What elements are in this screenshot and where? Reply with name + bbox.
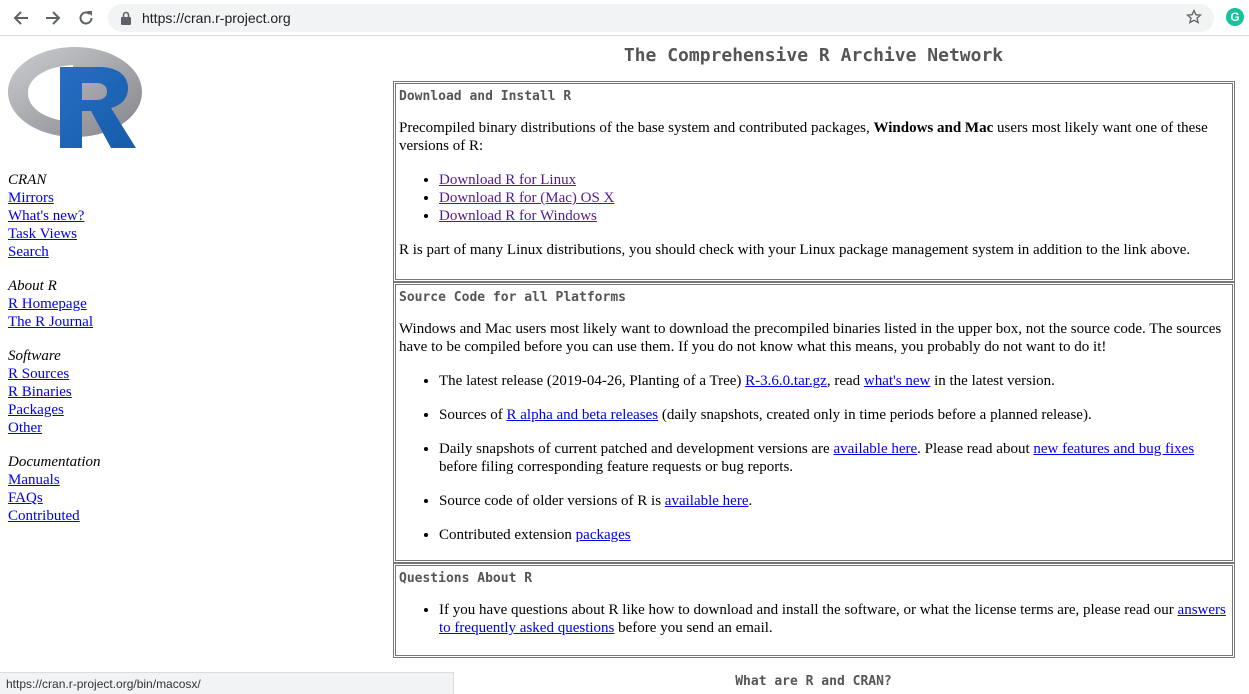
sidebar-link-task-views[interactable]: Task Views bbox=[8, 226, 78, 242]
sidebar-link-manuals[interactable]: Manuals bbox=[8, 472, 60, 488]
back-arrow-icon bbox=[13, 10, 29, 26]
sidebar-link-r-homepage[interactable]: R Homepage bbox=[8, 296, 87, 312]
back-button[interactable] bbox=[10, 7, 32, 29]
download-macosx-link[interactable]: Download R for (Mac) OS X bbox=[439, 190, 615, 206]
r-tarball-link[interactable]: R-3.6.0.tar.gz bbox=[745, 373, 827, 389]
forward-arrow-icon bbox=[45, 10, 61, 26]
source-code-box bbox=[393, 282, 1235, 563]
download-windows-link[interactable]: Download R for Windows bbox=[439, 208, 597, 224]
item-text: . bbox=[748, 493, 753, 509]
list-item bbox=[439, 406, 1229, 424]
sidebar-link-search[interactable]: Search bbox=[8, 244, 49, 260]
status-bar-url: https://cran.r-project.org/bin/macosx/ bbox=[0, 672, 454, 694]
grammarly-extension-icon[interactable]: G bbox=[1226, 8, 1244, 26]
sidebar-nav bbox=[8, 171, 100, 541]
sidebar-link-r-journal[interactable]: The R Journal bbox=[8, 314, 93, 330]
sidebar-link-faqs[interactable]: FAQs bbox=[8, 490, 43, 506]
item-text: Source code of older versions of R is bbox=[439, 493, 665, 509]
alpha-beta-releases-link[interactable]: R alpha and beta releases bbox=[506, 407, 659, 423]
item-text: Daily snapshots of current patched and development versions are bbox=[439, 441, 834, 457]
sidebar-group-about bbox=[8, 277, 100, 331]
older-versions-link[interactable]: available here bbox=[664, 493, 749, 509]
url-text: https://cran.r-project.org bbox=[142, 10, 291, 26]
sidebar-link-mirrors[interactable]: Mirrors bbox=[8, 190, 54, 206]
new-features-link[interactable]: new features and bug fixes bbox=[1033, 441, 1195, 457]
item-text: Sources of bbox=[439, 407, 507, 423]
bookmark-star-icon[interactable] bbox=[1186, 9, 1202, 25]
page-title: The Comprehensive R Archive Network bbox=[623, 45, 1004, 66]
sidebar-heading-software: Software bbox=[8, 348, 61, 364]
download-linux-link[interactable]: Download R for Linux bbox=[439, 172, 577, 188]
sidebar-heading-about: About R bbox=[8, 278, 57, 294]
sidebar-heading-cran: CRAN bbox=[8, 172, 47, 188]
lock-icon bbox=[120, 11, 132, 25]
item-text: before filing corresponding feature requests or bug reports. bbox=[439, 459, 794, 475]
questions-heading: Questions About R bbox=[399, 571, 533, 586]
reload-icon bbox=[78, 10, 94, 26]
list-item bbox=[439, 171, 1229, 189]
whats-new-link[interactable]: what's new bbox=[863, 373, 931, 389]
section-heading-what-are-r-cran: What are R and CRAN? bbox=[735, 674, 892, 689]
sidebar-link-contributed[interactable]: Contributed bbox=[8, 508, 80, 524]
reload-button[interactable] bbox=[75, 7, 97, 29]
sidebar-link-r-sources[interactable]: R Sources bbox=[8, 366, 70, 382]
list-item bbox=[439, 440, 1229, 476]
list-item bbox=[439, 207, 1229, 225]
item-text: in the latest version. bbox=[930, 373, 1055, 389]
address-bar[interactable] bbox=[108, 4, 1214, 32]
sidebar-heading-documentation: Documentation bbox=[8, 454, 101, 470]
sidebar-group-documentation bbox=[8, 453, 100, 525]
download-install-box bbox=[393, 81, 1235, 282]
download-heading: Download and Install R bbox=[399, 89, 572, 104]
download-intro-bold: Windows and Mac bbox=[873, 120, 994, 136]
item-text: The latest release (2019-04-26, Planting of a Tree) bbox=[439, 373, 746, 389]
source-heading: Source Code for all Platforms bbox=[399, 290, 626, 305]
source-intro: Windows and Mac users most likely want to download the precompiled binaries listed in the upper box, not the source code. The sources have to be compiled before you can use them. If you do not know what this means, you probably do not want to do it! bbox=[399, 321, 1222, 355]
list-item bbox=[439, 526, 1229, 544]
list-item bbox=[439, 601, 1229, 637]
download-intro-text-end: users most likely want one of these versions of R: bbox=[399, 120, 1208, 154]
linux-note: R is part of many Linux distributions, you should check with your Linux package management system in addition to the link above. bbox=[399, 242, 1191, 258]
r-logo bbox=[8, 45, 142, 149]
sidebar-link-whats-new[interactable]: What's new? bbox=[8, 208, 85, 224]
download-intro bbox=[399, 119, 1229, 155]
list-item bbox=[439, 492, 1229, 510]
contributed-packages-link[interactable]: packages bbox=[575, 527, 631, 543]
download-intro-text: Precompiled binary distributions of the base system and contributed packages, bbox=[399, 120, 874, 136]
sidebar-link-r-binaries[interactable]: R Binaries bbox=[8, 384, 72, 400]
download-links-list bbox=[399, 171, 1229, 225]
source-list bbox=[399, 372, 1229, 544]
sidebar-group-software bbox=[8, 347, 100, 437]
sidebar-group-cran bbox=[8, 171, 100, 261]
item-text: (daily snapshots, created only in time periods before a planned release). bbox=[658, 407, 1092, 423]
sidebar-link-other[interactable]: Other bbox=[8, 420, 43, 436]
item-text: , read bbox=[826, 373, 864, 389]
faq-link[interactable]: answers to frequently asked questions bbox=[439, 602, 1226, 636]
forward-button[interactable] bbox=[42, 7, 64, 29]
item-text: . Please read about bbox=[917, 441, 1034, 457]
list-item bbox=[439, 372, 1229, 390]
sidebar-link-packages[interactable]: Packages bbox=[8, 402, 64, 418]
browser-toolbar bbox=[0, 0, 1249, 36]
questions-list bbox=[399, 601, 1229, 637]
list-item bbox=[439, 189, 1229, 207]
questions-box bbox=[393, 563, 1235, 658]
item-text: before you send an email. bbox=[614, 620, 773, 636]
item-text: If you have questions about R like how to download and install the software, or what the license terms are, please read our bbox=[439, 602, 1178, 618]
daily-snapshots-link[interactable]: available here bbox=[833, 441, 918, 457]
item-text: Contributed extension bbox=[439, 527, 576, 543]
